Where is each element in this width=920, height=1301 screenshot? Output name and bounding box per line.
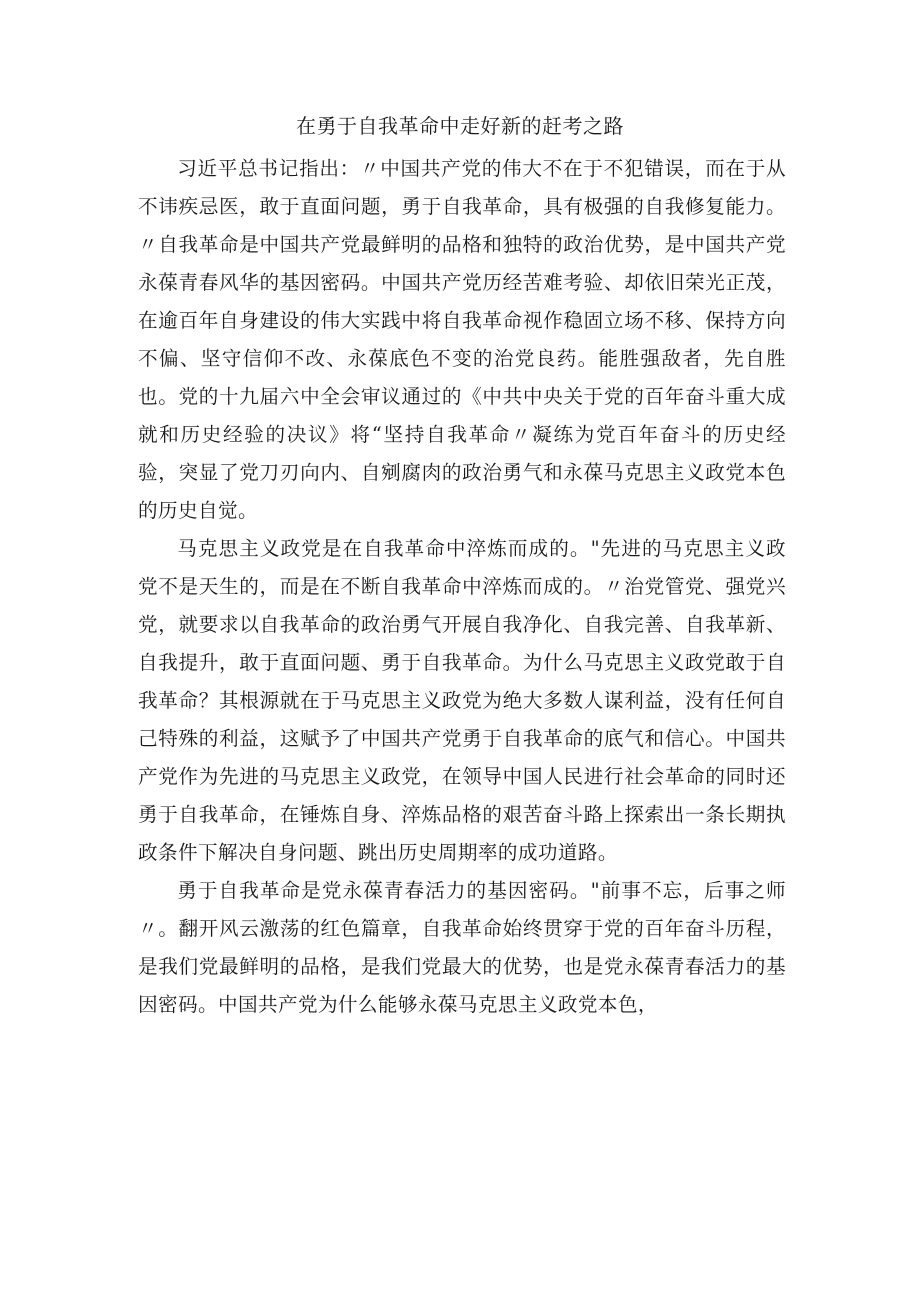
paragraph-1: 习近平总书记指出：〃中国共产党的伟大不在于不犯错误，而在于从不讳疾忌医，敢于直面问题，勇于自我革命，具有极强的自我修复能力。〃自我革命是中国共产党最鲜明的品格和独特的政治优势，是中国共产党永葆青春风华的基因密码。中国共产党历经苦难考验、却依旧荣光正茂，在逾百年自身建设的伟大实践中将自我革命视作稳固立场不移、保持方向不偏、坚守信仰不改、永葆底色不变的治党良药。能胜强敌者，先自胜也。党的十九届六中全会审议通过的《中共中央关于党的百年奋斗重大成就和历史经验的决议》将“坚持自我革命〃凝练为党百年奋斗的历史经验，突显了党刀刃向内、自剜腐肉的政治勇气和永葆马克思主义政党本色的历史自觉。 [138,157,786,522]
document-title: 在勇于自我革命中走好新的赶考之路 [296,114,624,138]
paragraph-2: 马克思主义政党是在自我革命中淬炼而成的。"先进的马克思主义政党不是天生的，而是在不断自我革命中淬炼而成的。〃治党管党、强党兴党，就要求以自我革命的政治勇气开展自我净化、自我完善、自我革新、自我提升，敢于直面问题、勇于自我革命。为什么马克思主义政党敢于自我革命？其根源就在于马克思主义政党为绝大多数人谋利益，没有任何自己特殊的利益，这赋予了中国共产党勇于自我革命的底气和信心。中国共产党作为先进的马克思主义政党，在领导中国人民进行社会革命的同时还勇于自我革命，在锤炼自身、淬炼品格的艰苦奋斗路上探索出一条长期执政条件下解决自身问题、跳出历史周期率的成功道路。 [138,537,786,864]
paragraph-3: 勇于自我革命是党永葆青春活力的基因密码。"前事不忘，后事之师〃。翻开风云激荡的红色篇章，自我革命始终贯穿于党的百年奋斗历程，是我们党最鲜明的品格，是我们党最大的优势，也是党永葆青春活力的基因密码。中国共产党为什么能够永葆马克思主义政党本色， [138,879,786,1016]
document-body [138,150,786,1024]
